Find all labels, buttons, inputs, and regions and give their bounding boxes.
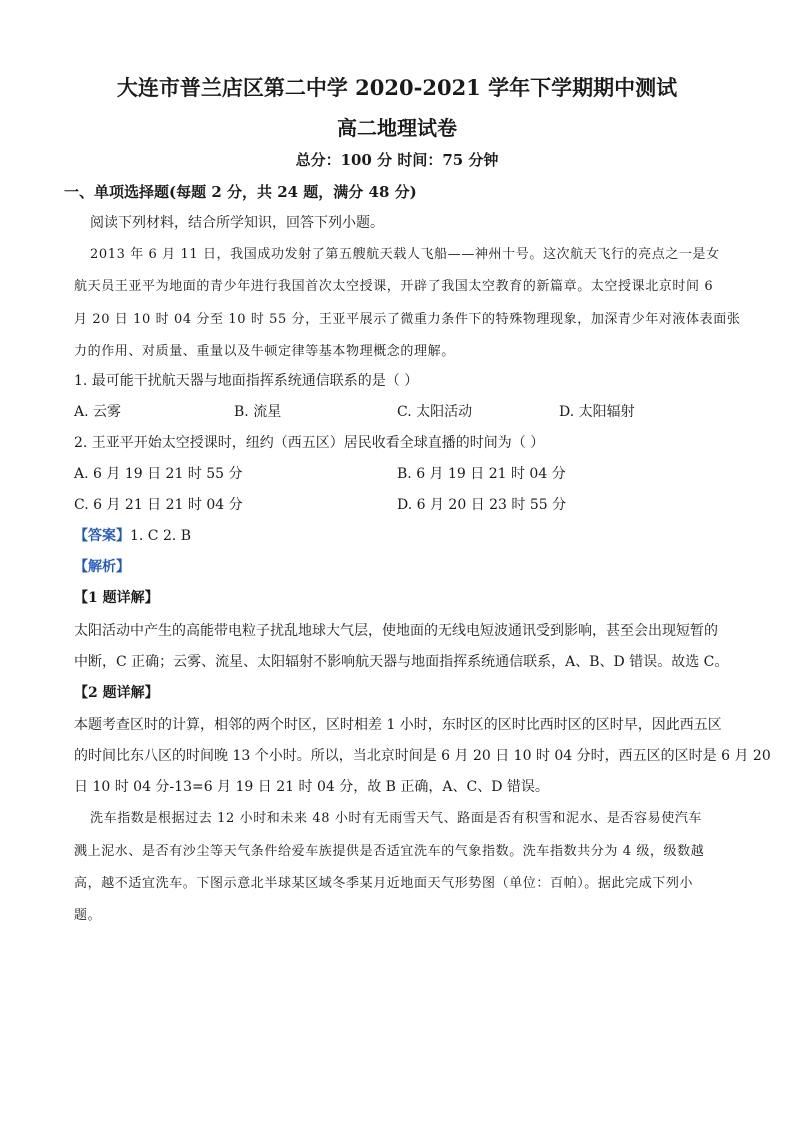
material-line: 力的作用、对质量、重量以及牛顿定律等基本物理概念的理解。	[74, 344, 455, 359]
q2-detail-heading: 【2 题详解】	[74, 685, 159, 701]
instruction-text: 阅读下列材料，结合所学知识，回答下列小题。	[90, 215, 384, 231]
document-subtitle: 高二地理试卷	[337, 116, 457, 140]
answer-text: 1. C 2. B	[130, 528, 192, 544]
question-2-option-d: D. 6 月 20 日 23 时 55 分	[397, 497, 567, 513]
section-heading: 一、单项选择题(每题 2 分，共 24 题，满分 48 分)	[64, 183, 417, 201]
answer-line	[74, 525, 191, 545]
material-2-line: 洗车指数是根据过去 12 小时和未来 48 小时有无雨雪天气、路面是否有积雪和泥水、是否容易使汽车	[90, 811, 703, 826]
question-1-option-b: B. 流星	[234, 404, 282, 420]
q2-detail-line: 的时间比东八区的时间晚 13 个小时。所以，当北京时间是 6 月 20 日 10 时 04 分时，西五区的区时是 6 月 20	[74, 748, 771, 764]
question-1-stem: 1. 最可能干扰航天器与地面指挥系统通信联系的是（ ）	[74, 373, 419, 389]
q1-detail-line: 太阳活动中产生的高能带电粒子扰乱地球大气层，使地面的无线电短波通讯受到影响，甚至会出现短暂的	[74, 623, 718, 639]
material-line: 2013 年 6 月 11 日，我国成功发射了第五艘航天载人飞船——神州十号。这次航天飞行的亮点之一是女	[90, 247, 720, 262]
question-1-option-a: A. 云雾	[74, 404, 122, 420]
material-line: 航天员王亚平为地面的青少年进行我国首次太空授课，开辟了我国太空教育的新篇章。太空授课北京时间 6	[74, 279, 714, 294]
question-2-stem: 2. 王亚平开始太空授课时，纽约（西五区）居民收看全球直播的时间为（ ）	[74, 435, 545, 451]
analysis-tag-text: 【解析】	[74, 559, 130, 575]
question-2-option-b: B. 6 月 19 日 21 时 04 分	[397, 466, 566, 482]
answer-tag: 【答案】	[74, 528, 130, 544]
material-line: 月 20 日 10 时 04 分至 10 时 55 分，王亚平展示了微重力条件下的特殊物理现象，加深青少年对液体表面张	[74, 312, 741, 327]
material-2-line: 题。	[74, 908, 102, 923]
q2-detail-line: 本题考查区时的计算，相邻的两个时区，区时相差 1 小时，东时区的区时比西时区的区时早，因此西五区	[74, 717, 722, 733]
score-time-info: 总分：100 分 时间：75 分钟	[295, 151, 499, 169]
material-2-line: 高，越不适宜洗车。下图示意北半球某区域冬季某月近地面天气形势图（单位：百帕）。据此完成下列小	[74, 876, 694, 891]
q1-detail-heading: 【1 题详解】	[74, 590, 159, 606]
question-2-option-c: C. 6 月 21 日 21 时 04 分	[74, 497, 243, 513]
material-2-line: 溅上泥水、是否有沙尘等天气条件给爱车族提供是否适宜洗车的气象指数。洗车指数共分为 4 级，级数越	[74, 844, 705, 859]
question-1-option-d: D. 太阳辐射	[559, 404, 635, 420]
analysis-tag	[74, 556, 130, 576]
q1-detail-line: 中断，C 正确；云雾、流星、太阳辐射不影响航天器与地面指挥系统通信联系，A、B、D 错误。故选 C。	[74, 654, 729, 670]
document-title: 大连市普兰店区第二中学 2020-2021 学年下学期期中测试	[116, 75, 678, 100]
question-1-option-c: C. 太阳活动	[397, 404, 473, 420]
q2-detail-line: 日 10 时 04 分-13=6 月 19 日 21 时 04 分，故 B 正确，A、C、D 错误。	[74, 779, 549, 795]
question-2-option-a: A. 6 月 19 日 21 时 55 分	[74, 466, 243, 482]
